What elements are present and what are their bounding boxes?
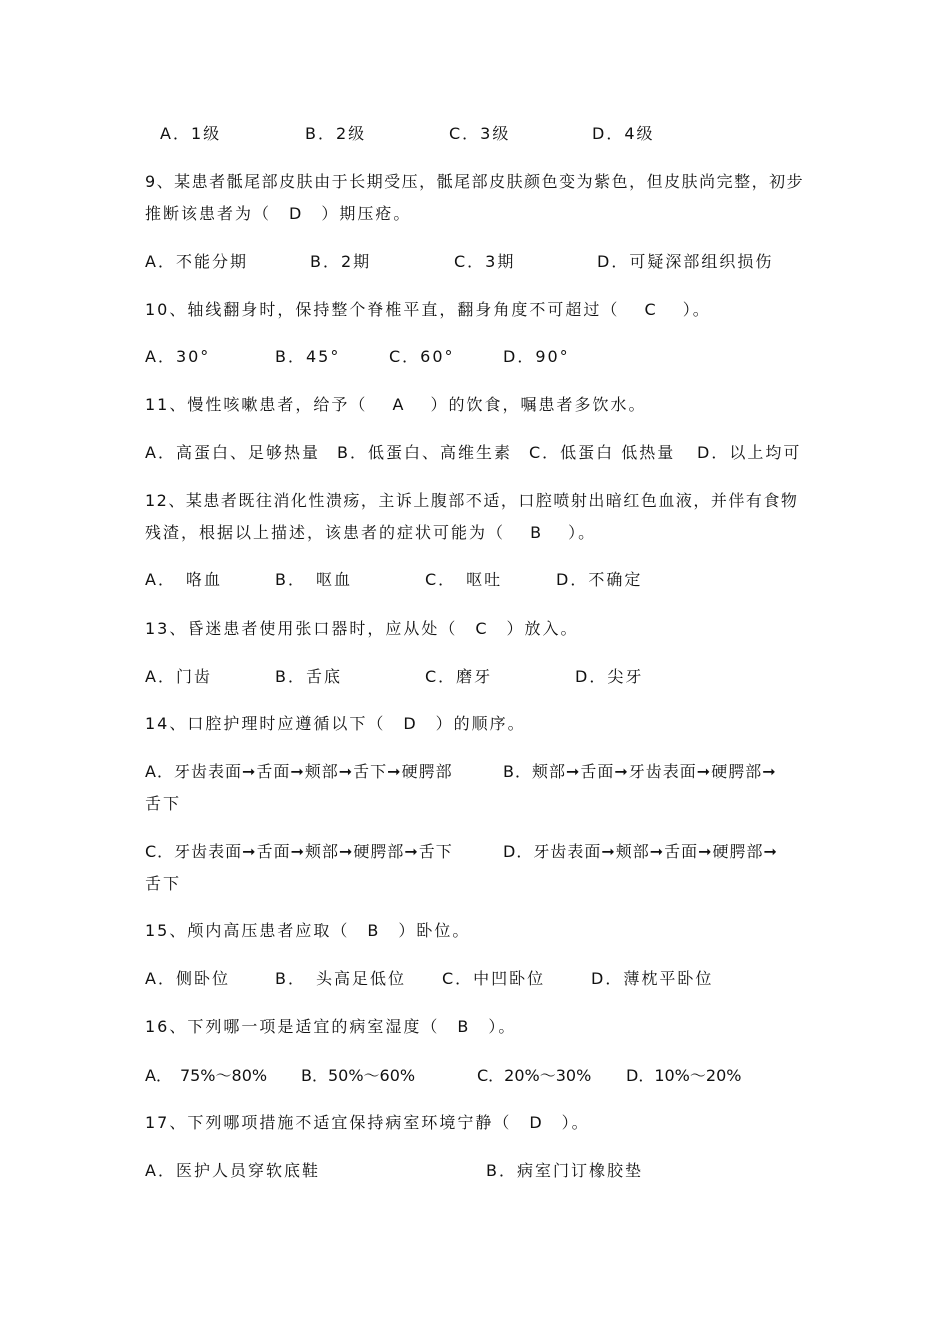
q17-option-b: B．病室门订橡胶垫 bbox=[486, 1161, 643, 1180]
q14-option-a: A．牙齿表面➞舌面➞颊部➞舌下➞硬腭部 bbox=[145, 762, 453, 781]
q10-question: 10、轴线翻身时，保持整个脊椎平直，翻身角度不可超过（ C ）。 bbox=[145, 300, 711, 319]
q17-option-a: A．医护人员穿软底鞋 bbox=[145, 1161, 320, 1180]
q12-option-d: D．不确定 bbox=[556, 570, 643, 589]
q14-question: 14、口腔护理时应遵循以下（ D ）的顺序。 bbox=[145, 714, 526, 733]
q15-option-c: C．中凹卧位 bbox=[442, 969, 546, 988]
q16-option-b: B．50%～60% bbox=[301, 1066, 416, 1085]
q13-option-b: B．舌底 bbox=[275, 667, 342, 686]
q16-option-a: A． 75%～80% bbox=[145, 1066, 268, 1085]
q15-option-a: A．侧卧位 bbox=[145, 969, 230, 988]
q10-option-c: C．60° bbox=[389, 347, 455, 366]
q11-option-b: B．低蛋白、高维生素 bbox=[337, 443, 512, 462]
q11-option-a: A．高蛋白、足够热量 bbox=[145, 443, 320, 462]
q14-option-c: C．牙齿表面➞舌面➞颊部➞硬腭部➞舌下 bbox=[145, 842, 453, 861]
q13-option-a: A．门齿 bbox=[145, 667, 212, 686]
q10-option-a: A．30° bbox=[145, 347, 211, 366]
q9-option-c: C．3期 bbox=[454, 252, 516, 271]
q8-option-b: B．2级 bbox=[305, 124, 367, 143]
q12-option-b: B． 呕血 bbox=[275, 570, 352, 589]
q14-option-d: D．牙齿表面➞颊部➞舌面➞硬腭部➞ bbox=[503, 842, 778, 861]
q16-option-c: C．20%～30% bbox=[477, 1066, 592, 1085]
q9-question-line1: 9、某患者骶尾部皮肤由于长期受压，骶尾部皮肤颜色变为紫色，但皮肤尚完整，初步 bbox=[145, 172, 805, 191]
q12-option-c: C． 呕吐 bbox=[425, 570, 503, 589]
q15-option-d: D．薄枕平卧位 bbox=[591, 969, 714, 988]
q13-option-c: C．磨牙 bbox=[425, 667, 493, 686]
q13-option-d: D．尖牙 bbox=[575, 667, 644, 686]
q11-question: 11、慢性咳嗽患者，给予（ A ）的饮食，嘱患者多饮水。 bbox=[145, 395, 647, 414]
q14-option-b-cont: 舌下 bbox=[145, 794, 182, 813]
q15-option-b: B． 头高足低位 bbox=[275, 969, 406, 988]
q12-question-line1: 12、某患者既往消化性溃疡，主诉上腹部不适，口腔喷射出暗红色血液，并伴有食物 bbox=[145, 491, 799, 510]
q9-option-d: D．可疑深部组织损伤 bbox=[597, 252, 774, 271]
q9-question-line2: 推断该患者为（ D ）期压疮。 bbox=[145, 204, 412, 223]
q17-question: 17、下列哪项措施不适宜保持病室环境宁静（ D ）。 bbox=[145, 1113, 590, 1132]
q10-option-b: B．45° bbox=[275, 347, 341, 366]
q14-option-b: B．颊部➞舌面➞牙齿表面➞硬腭部➞ bbox=[503, 762, 777, 781]
q9-option-b: B．2期 bbox=[310, 252, 372, 271]
q16-question: 16、下列哪一项是适宜的病室湿度（ B ）。 bbox=[145, 1017, 517, 1036]
q8-option-c: C．3级 bbox=[449, 124, 511, 143]
q11-option-c: C．低蛋白 低热量 bbox=[529, 443, 676, 462]
q15-question: 15、颅内高压患者应取（ B ）卧位。 bbox=[145, 921, 471, 940]
q16-option-d: D．10%～20% bbox=[626, 1066, 742, 1085]
q8-option-d: D．4级 bbox=[592, 124, 655, 143]
q10-option-d: D．90° bbox=[503, 347, 570, 366]
q13-question: 13、昏迷患者使用张口器时，应从处（ C ）放入。 bbox=[145, 619, 579, 638]
q14-option-d-cont: 舌下 bbox=[145, 874, 182, 893]
q12-question-line2: 残渣，根据以上描述，该患者的症状可能为（ B ）。 bbox=[145, 523, 597, 542]
q9-option-a: A．不能分期 bbox=[145, 252, 248, 271]
q8-option-a: A．1级 bbox=[160, 124, 222, 143]
q11-option-d: D．以上均可 bbox=[697, 443, 802, 462]
q12-option-a: A． 咯血 bbox=[145, 570, 222, 589]
